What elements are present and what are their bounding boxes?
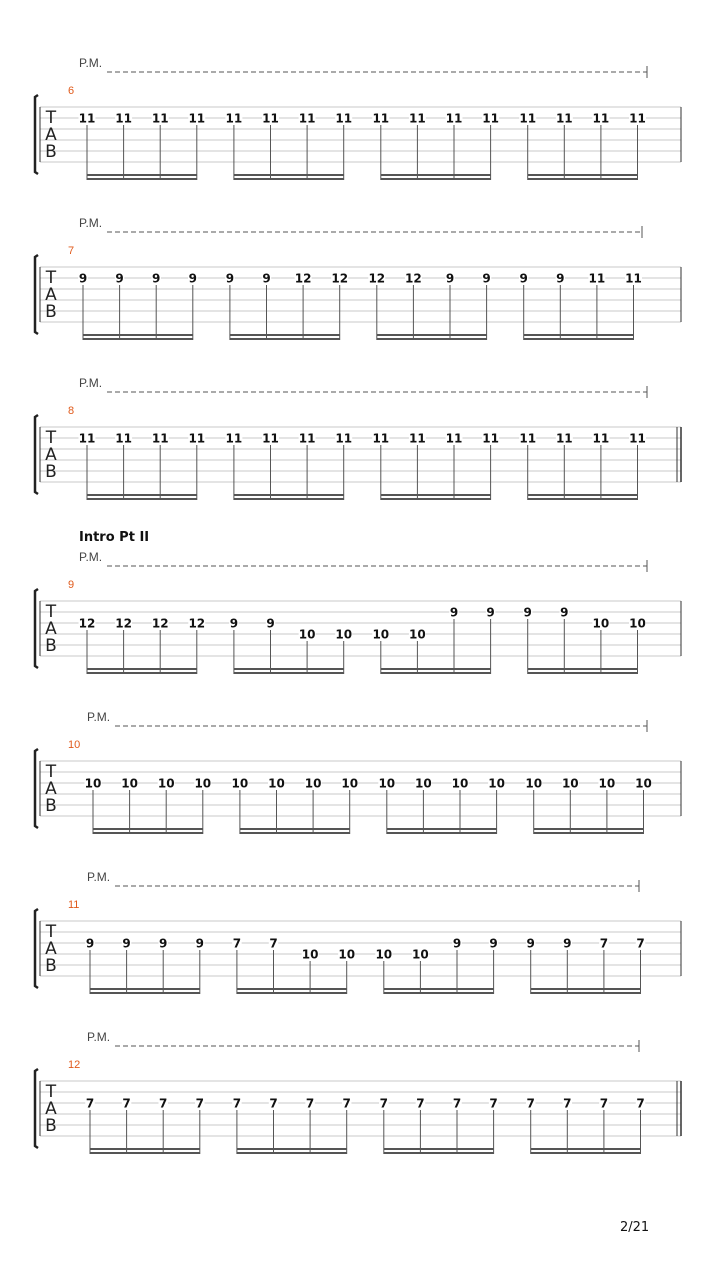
fret-number: 9	[556, 271, 565, 286]
fret-number: 10	[335, 627, 353, 642]
fret-number: 7	[636, 1096, 645, 1111]
fret-number: 9	[85, 936, 95, 951]
fret-number: 7	[342, 1096, 351, 1111]
fret-number: 10	[375, 947, 393, 962]
fret-number: 11	[188, 111, 206, 126]
fret-number: 9	[489, 936, 498, 951]
fret-number: 9	[449, 605, 459, 620]
palm-mute-label: P.M.	[87, 710, 111, 724]
fret-number: 11	[372, 111, 390, 126]
fret-number: 11	[519, 111, 537, 126]
bar-number: 7	[68, 245, 75, 257]
fret-number: 11	[298, 431, 316, 446]
tab-clef-letter: T	[45, 1082, 57, 1102]
fret-number: 11	[151, 111, 169, 126]
tab-clef-letter: B	[45, 796, 57, 816]
tab-clef-letter: A	[45, 779, 57, 799]
fret-number: 10	[298, 627, 316, 642]
fret-number: 11	[629, 431, 646, 446]
fret-number: 11	[445, 431, 463, 446]
fret-number: 11	[225, 111, 243, 126]
palm-mute-label: P.M.	[79, 56, 103, 70]
fret-number: 10	[121, 776, 138, 791]
fret-number: 7	[232, 1096, 242, 1111]
tab-clef-letter: A	[45, 939, 57, 959]
fret-number: 11	[115, 111, 132, 126]
fret-number: 9	[563, 936, 572, 951]
tab-clef-letter: T	[45, 268, 57, 288]
palm-mute-label: P.M.	[79, 376, 103, 390]
fret-number: 11	[78, 431, 96, 446]
fret-number: 7	[452, 1096, 462, 1111]
fret-number: 10	[231, 776, 249, 791]
fret-number: 10	[378, 776, 396, 791]
palm-mute-label: P.M.	[79, 216, 103, 230]
fret-number: 7	[269, 1096, 278, 1111]
fret-number: 12	[115, 616, 132, 631]
tab-clef-letter: B	[45, 956, 57, 976]
fret-number: 7	[563, 1096, 572, 1111]
tab-clef-letter: A	[45, 125, 57, 145]
fret-number: 7	[416, 1096, 425, 1111]
tab-clef-letter: T	[45, 108, 57, 128]
fret-number: 12	[331, 271, 349, 286]
fret-number: 11	[409, 111, 426, 126]
system-bracket	[35, 909, 38, 988]
fret-number: 12	[78, 616, 96, 631]
fret-number: 9	[486, 605, 495, 620]
tab-clef-letter: B	[45, 302, 57, 322]
tab-clef-letter: B	[45, 142, 57, 162]
fret-number: 9	[445, 271, 455, 286]
fret-number: 9	[195, 936, 204, 951]
fret-number: 9	[78, 271, 88, 286]
fret-number: 10	[194, 776, 212, 791]
tab-clef-letter: T	[45, 922, 57, 942]
fret-number: 11	[225, 431, 243, 446]
bar-number: 8	[68, 405, 75, 417]
fret-number: 9	[159, 936, 168, 951]
fret-number: 7	[195, 1096, 204, 1111]
fret-number: 10	[268, 776, 285, 791]
fret-number: 11	[555, 111, 573, 126]
fret-number: 12	[188, 616, 206, 631]
fret-number: 10	[338, 947, 356, 962]
fret-number: 11	[151, 431, 169, 446]
fret-number: 11	[555, 431, 573, 446]
fret-number: 11	[78, 111, 96, 126]
section-title: Intro Pt II	[79, 530, 150, 545]
fret-number: 11	[629, 111, 646, 126]
fret-number: 11	[588, 271, 606, 286]
tab-clef-letter: A	[45, 619, 57, 639]
fret-number: 10	[372, 627, 390, 642]
tab-clef-letter: B	[45, 462, 57, 482]
fret-number: 9	[519, 271, 528, 286]
fret-number: 11	[115, 431, 132, 446]
fret-number: 11	[409, 431, 426, 446]
fret-number: 11	[335, 431, 353, 446]
fret-number: 9	[523, 605, 532, 620]
fret-number: 7	[379, 1096, 388, 1111]
fret-number: 10	[525, 776, 543, 791]
fret-number: 7	[599, 1096, 609, 1111]
fret-number: 7	[526, 1096, 535, 1111]
fret-number: 11	[482, 431, 499, 446]
fret-number: 10	[629, 616, 646, 631]
fret-number: 7	[159, 1096, 168, 1111]
fret-number: 9	[188, 271, 197, 286]
fret-number: 7	[489, 1096, 498, 1111]
palm-mute-label: P.M.	[87, 1030, 111, 1044]
fret-number: 11	[482, 111, 499, 126]
fret-number: 9	[152, 271, 161, 286]
tab-clef-letter: T	[45, 428, 57, 448]
page-number: 2/21	[620, 1220, 650, 1235]
fret-number: 11	[592, 111, 610, 126]
system-bracket	[35, 1069, 38, 1148]
palm-mute-label: P.M.	[79, 550, 103, 564]
fret-number: 11	[262, 431, 279, 446]
system-bracket	[35, 749, 38, 828]
fret-number: 12	[368, 271, 386, 286]
system-bracket	[35, 415, 38, 494]
fret-number: 9	[560, 605, 569, 620]
fret-number: 10	[415, 776, 432, 791]
fret-number: 9	[266, 616, 275, 631]
fret-number: 10	[301, 947, 319, 962]
fret-number: 12	[405, 271, 422, 286]
fret-number: 10	[592, 616, 610, 631]
fret-number: 10	[451, 776, 469, 791]
fret-number: 9	[122, 936, 131, 951]
fret-number: 7	[269, 936, 278, 951]
tab-clef-letter: B	[45, 1116, 57, 1136]
fret-number: 11	[519, 431, 537, 446]
bar-number: 10	[68, 739, 81, 751]
fret-number: 10	[635, 776, 652, 791]
fret-number: 11	[188, 431, 206, 446]
fret-number: 10	[561, 776, 579, 791]
fret-number: 10	[84, 776, 102, 791]
fret-number: 10	[157, 776, 175, 791]
tab-clef-letter: T	[45, 762, 57, 782]
fret-number: 10	[409, 627, 426, 642]
tab-clef-letter: B	[45, 636, 57, 656]
bar-number: 11	[68, 899, 80, 911]
fret-number: 10	[341, 776, 359, 791]
fret-number: 7	[636, 936, 645, 951]
fret-number: 11	[625, 271, 642, 286]
system-bracket	[35, 589, 38, 668]
fret-number: 11	[298, 111, 316, 126]
palm-mute-label: P.M.	[87, 870, 111, 884]
fret-number: 11	[335, 111, 353, 126]
tab-clef-letter: T	[45, 602, 57, 622]
fret-number: 10	[598, 776, 616, 791]
system-bracket	[35, 255, 38, 334]
tab-clef-letter: A	[45, 445, 57, 465]
fret-number: 11	[262, 111, 279, 126]
bar-number: 12	[68, 1059, 81, 1071]
fret-number: 9	[482, 271, 491, 286]
fret-number: 12	[151, 616, 169, 631]
fret-number: 7	[305, 1096, 315, 1111]
fret-number: 9	[262, 271, 271, 286]
fret-number: 7	[122, 1096, 131, 1111]
fret-number: 9	[115, 271, 124, 286]
fret-number: 11	[445, 111, 463, 126]
fret-number: 7	[85, 1096, 95, 1111]
fret-number: 7	[232, 936, 242, 951]
fret-number: 10	[304, 776, 322, 791]
bar-number: 9	[68, 579, 75, 591]
fret-number: 10	[412, 947, 429, 962]
fret-number: 7	[599, 936, 609, 951]
tab-clef-letter: A	[45, 285, 57, 305]
fret-number: 11	[592, 431, 610, 446]
fret-number: 9	[452, 936, 462, 951]
fret-number: 9	[225, 271, 235, 286]
fret-number: 9	[526, 936, 535, 951]
bar-number: 6	[68, 85, 75, 97]
fret-number: 9	[229, 616, 239, 631]
fret-number: 12	[294, 271, 312, 286]
fret-number: 11	[372, 431, 390, 446]
tab-clef-letter: A	[45, 1099, 57, 1119]
system-bracket	[35, 95, 38, 174]
fret-number: 10	[488, 776, 505, 791]
